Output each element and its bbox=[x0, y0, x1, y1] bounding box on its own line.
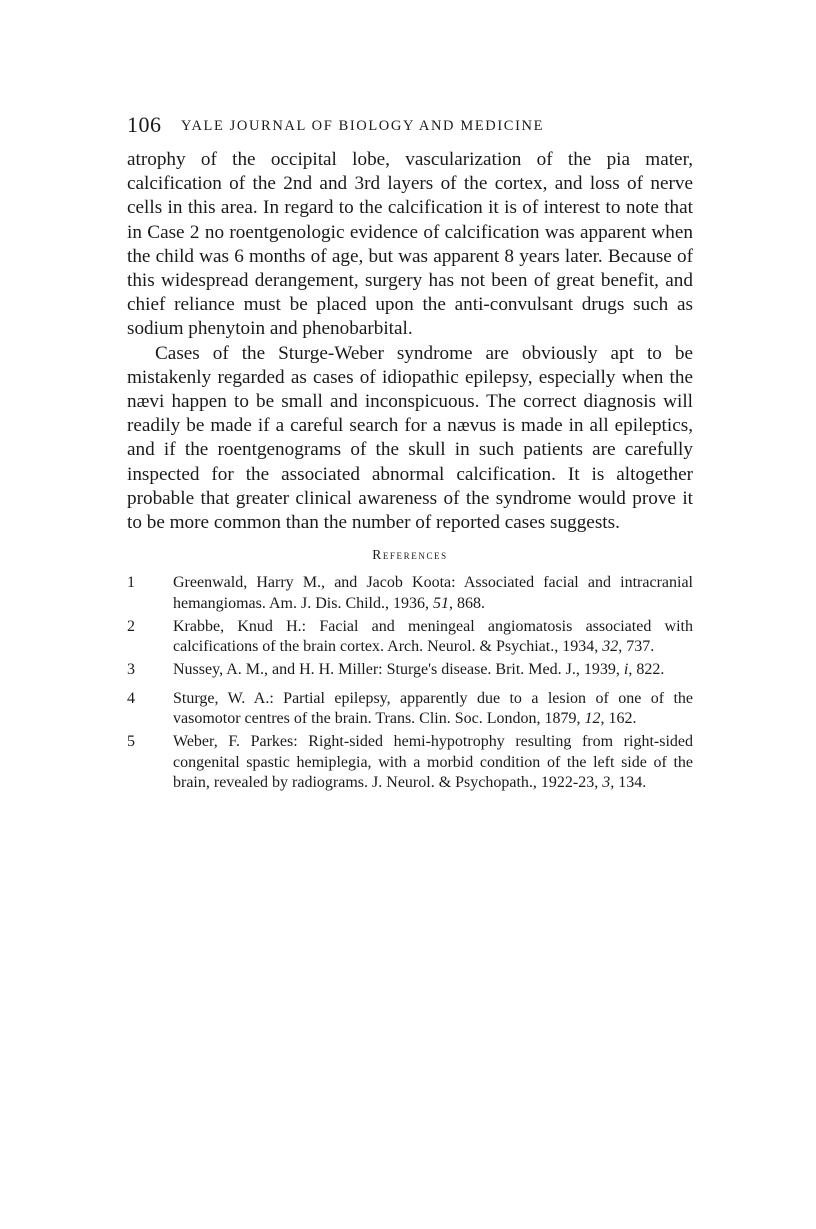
reference-text: Krabbe, Knud H.: Facial and meningeal angiomatosis associated with calcifications of the brain cortex. Arch. Neurol. & Psychiat., 1934, bbox=[173, 617, 693, 656]
paragraph-2: Cases of the Sturge-Weber syndrome are obviously apt to be mistakenly regarded as cases of idiopathic epilepsy, especially when the nævi happen to be small and inconspicuous. The correct diagnosis will readily be made if a careful search for a nævus is made in all epileptics, and if the roentgenograms of the skull in such patients are carefully inspected for the associated abnormal calcification. It is altogether probable that greater clinical awareness of the syndrome would prove it to be more common than the number of reported cases suggests. bbox=[127, 342, 693, 534]
page bbox=[127, 112, 693, 796]
reference-number: 3 bbox=[127, 661, 135, 679]
reference-pages: , 162. bbox=[600, 710, 637, 728]
running-head bbox=[127, 112, 693, 148]
body-text bbox=[127, 148, 693, 535]
reference-number: 4 bbox=[127, 689, 135, 707]
reference-pages: , 737. bbox=[618, 638, 655, 656]
reference-volume: 12 bbox=[584, 710, 601, 728]
reference-number: 5 bbox=[127, 733, 135, 751]
reference-item bbox=[127, 732, 693, 794]
reference-list bbox=[127, 573, 693, 794]
reference-pages: , 868. bbox=[449, 594, 485, 612]
reference-number: 1 bbox=[127, 574, 135, 592]
reference-text: Weber, F. Parkes: Right-sided hemi-hypotrophy resulting from right-sided congenital spastic hemiplegia, with a morbid condition of the left side of the brain, revealed by radiograms. J. Neurol. & Psychopath., 1922-23, bbox=[173, 733, 693, 792]
reference-item bbox=[127, 660, 693, 681]
reference-pages: , 822. bbox=[628, 661, 665, 679]
reference-text: Greenwald, Harry M., and Jacob Koota: Associated facial and intracranial hemangiomas. Am. J. Dis. Child., 1936, bbox=[173, 574, 693, 612]
reference-pages: , 134. bbox=[610, 774, 647, 792]
reference-number: 2 bbox=[127, 617, 135, 635]
reference-volume: 3 bbox=[602, 774, 611, 792]
reference-volume: i bbox=[623, 661, 629, 679]
reference-text: Nussey, A. M., and H. H. Miller: Sturge's disease. Brit. Med. J., 1939, bbox=[173, 661, 624, 679]
page-number: 106 bbox=[127, 112, 162, 137]
reference-item bbox=[127, 617, 693, 658]
journal-title: YALE JOURNAL OF BIOLOGY AND MEDICINE bbox=[181, 118, 545, 134]
paragraph-1: atrophy of the occipital lobe, vascularization of the pia mater, calcification of the 2nd and 3rd layers of the cortex, and loss of nerve cells in this area. In regard to the calcification it is of interest to note that in Case 2 no roentgenologic evidence of calcification was apparent when the child was 6 months of age, but was apparent 8 years later. Because of this widespread derangement, surgery has not been of great benefit, and chief reliance must be placed upon the anti-convulsant drugs such as sodium phenytoin and phenobarbital. bbox=[127, 149, 693, 340]
reference-volume: 51 bbox=[433, 594, 449, 612]
references-heading: References bbox=[372, 547, 448, 563]
reference-item bbox=[127, 573, 693, 614]
reference-text: Sturge, W. A.: Partial epilepsy, apparently due to a lesion of one of the vasomotor centres of the brain. Trans. Clin. Soc. London, 1879, bbox=[173, 689, 693, 728]
reference-item bbox=[127, 689, 693, 730]
reference-volume: 32 bbox=[602, 638, 619, 656]
